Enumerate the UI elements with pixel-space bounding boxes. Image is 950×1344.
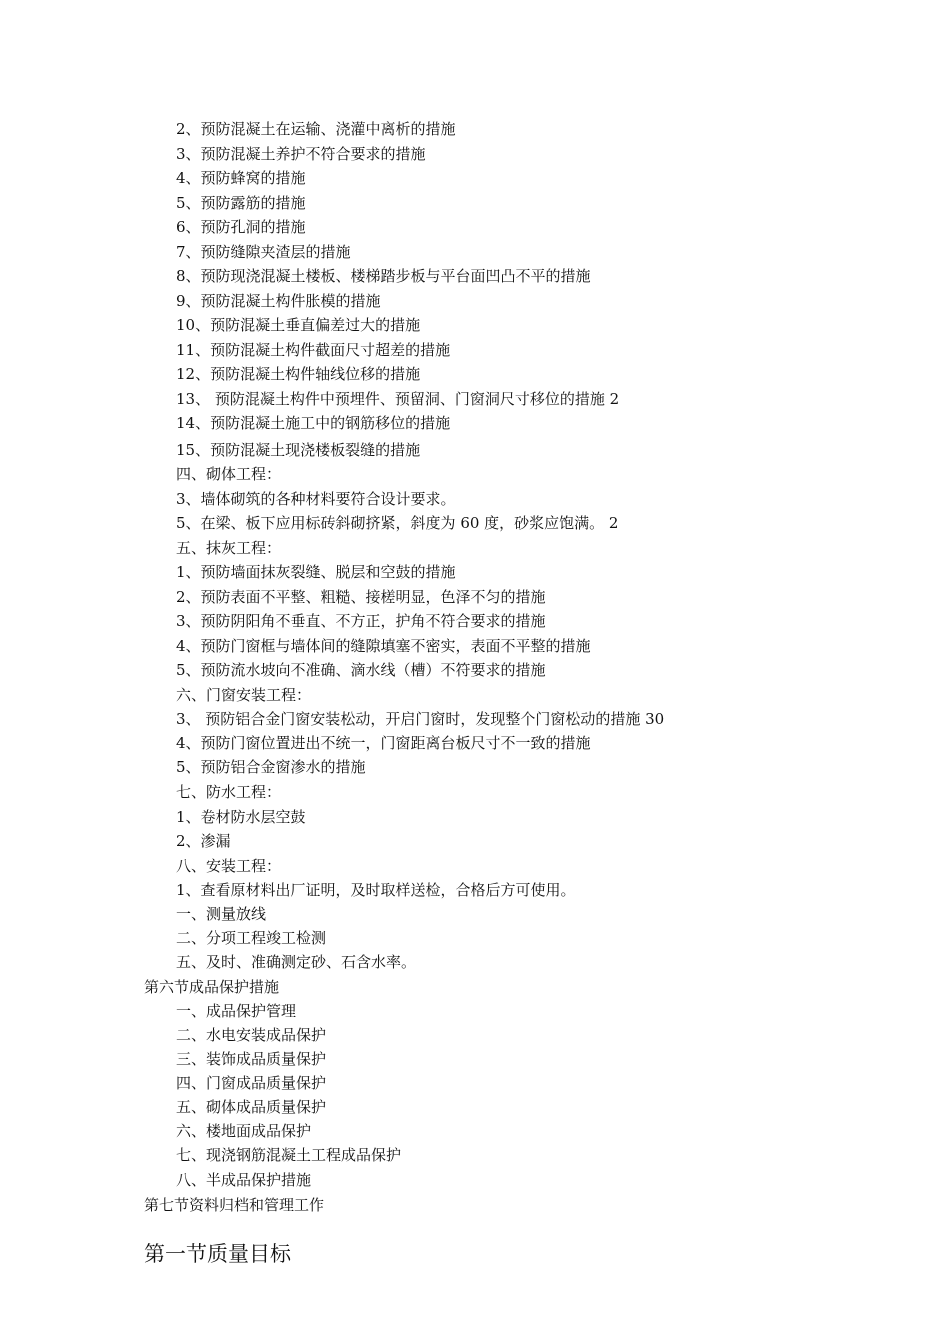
toc-item: 八、安装工程：	[176, 857, 282, 875]
toc-item: 七、现浇钢筋混凝土工程成品保护	[176, 1146, 402, 1164]
toc-item: 1、卷材防水层空鼓	[176, 808, 306, 826]
toc-item: 四、门窗成品质量保护	[176, 1074, 327, 1092]
toc-item: 七、防水工程：	[176, 783, 282, 801]
toc-item: 4、预防蜂窝的措施	[176, 169, 306, 187]
section-heading: 第一节质量目标	[144, 1242, 291, 1266]
toc-item: 3、 预防铝合金门窗安装松动，开启门窗时，发现整个门窗松动的措施 30	[176, 710, 665, 728]
toc-item: 12、预防混凝土构件轴线位移的措施	[176, 365, 421, 383]
toc-item: 15、预防混凝土现浇楼板裂缝的措施	[176, 441, 421, 459]
toc-item: 二、分项工程竣工检测	[176, 929, 327, 947]
toc-item: 四、砌体工程：	[176, 465, 282, 483]
toc-item: 4、预防门窗位置进出不统一，门窗距离台板尺寸不一致的措施	[176, 734, 591, 752]
toc-item: 14、预防混凝土施工中的钢筋移位的措施	[176, 414, 451, 432]
toc-item: 1、查看原材料出厂证明，及时取样送检，合格后方可使用。	[176, 881, 576, 899]
toc-item: 五、抹灰工程：	[176, 539, 282, 557]
toc-item: 3、预防阴阳角不垂直、不方正，护角不符合要求的措施	[176, 612, 546, 630]
toc-item: 13、 预防混凝土构件中预埋件、预留洞、门窗洞尺寸移位的措施 2	[176, 390, 620, 408]
toc-item: 六、楼地面成品保护	[176, 1122, 312, 1140]
toc-item: 2、预防表面不平整、粗糙、接槎明显，色泽不匀的措施	[176, 588, 546, 606]
toc-item: 8、预防现浇混凝土楼板、楼梯踏步板与平台面凹凸不平的措施	[176, 267, 591, 285]
toc-item: 4、预防门窗框与墙体间的缝隙填塞不密实，表面不平整的措施	[176, 637, 591, 655]
toc-item: 10、预防混凝土垂直偏差过大的措施	[176, 316, 421, 334]
toc-item: 八、半成品保护措施	[176, 1171, 312, 1189]
toc-item: 三、装饰成品质量保护	[176, 1050, 327, 1068]
toc-item: 五、砌体成品质量保护	[176, 1098, 327, 1116]
toc-item: 5、预防铝合金窗渗水的措施	[176, 758, 366, 776]
toc-item: 2、渗漏	[176, 832, 231, 850]
toc-item: 一、成品保护管理	[176, 1002, 297, 1020]
toc-item: 7、预防缝隙夹渣层的措施	[176, 243, 351, 261]
toc-item: 3、墙体砌筑的各种材料要符合设计要求。	[176, 490, 456, 508]
toc-section-title: 第六节成品保护措施	[144, 978, 280, 996]
toc-item: 五、及时、准确测定砂、石含水率。	[176, 953, 417, 971]
toc-item: 6、预防孔洞的措施	[176, 218, 306, 236]
toc-item: 9、预防混凝土构件胀模的措施	[176, 292, 381, 310]
toc-item: 5、在梁、板下应用标砖斜砌挤紧，斜度为 60 度，砂浆应饱满。 2	[176, 514, 619, 532]
toc-item: 11、预防混凝土构件截面尺寸超差的措施	[176, 341, 451, 359]
toc-item: 一、测量放线	[176, 905, 267, 923]
toc-item: 二、水电安装成品保护	[176, 1026, 327, 1044]
toc-item: 六、门窗安装工程：	[176, 686, 312, 704]
toc-section-title: 第七节资料归档和管理工作	[144, 1196, 325, 1214]
toc-item: 1、预防墙面抹灰裂缝、脱层和空鼓的措施	[176, 563, 456, 581]
toc-item: 5、预防流水坡向不准确、滴水线（槽）不符要求的措施	[176, 661, 546, 679]
toc-item: 3、预防混凝土养护不符合要求的措施	[176, 145, 426, 163]
toc-item: 5、预防露筋的措施	[176, 194, 306, 212]
toc-item: 2、预防混凝土在运输、浇灌中离析的措施	[176, 120, 456, 138]
